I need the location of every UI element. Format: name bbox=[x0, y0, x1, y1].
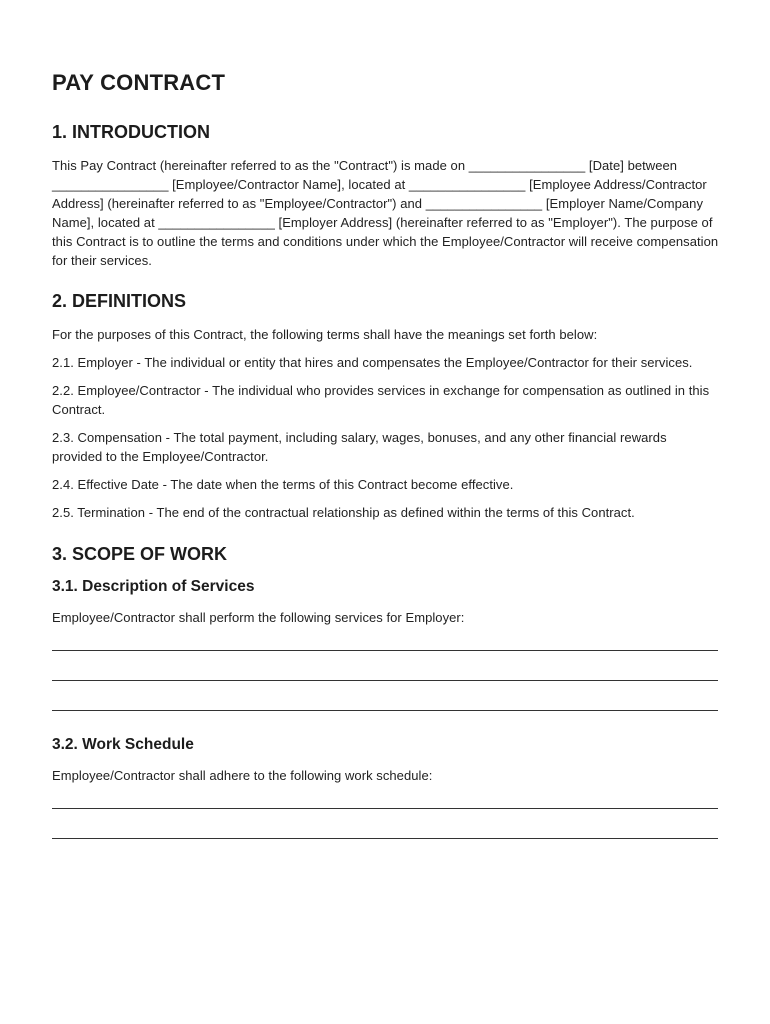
scope-heading: 3. SCOPE OF WORK bbox=[52, 544, 228, 564]
schedule-blank-line[interactable] bbox=[52, 837, 718, 839]
definition-item-termination: 2.5. Termination - The end of the contractual relationship as defined within the terms of this Contract. bbox=[52, 505, 635, 520]
definition-item-compensation: 2.3. Compensation - The total payment, including salary, wages, bonuses, and any other financial rewards provided to the Employee/Contractor. bbox=[52, 430, 667, 464]
services-heading: 3.1. Description of Services bbox=[52, 578, 255, 595]
schedule-text: Employee/Contractor shall adhere to the following work schedule: bbox=[52, 768, 433, 783]
definition-item-effective-date: 2.4. Effective Date - The date when the terms of this Contract become effective. bbox=[52, 477, 514, 492]
introduction-paragraph: This Pay Contract (hereinafter referred to as the "Contract") is made on ________________ [Date] between ________________ [Employee/Contractor Name], located at ________________ [Employee Address/Contractor Address] (hereinafter referred to as "Employee/Contractor") and ________________ [Employer Name/Company Name], located at ________________ [Employer Address] (hereinafter referred to as "Employer"). The purpose of this Contract is to outline the terms and conditions under which the Employee/Contractor will receive compensation for their services. bbox=[52, 158, 719, 268]
document-page bbox=[52, 70, 720, 867]
section-introduction bbox=[52, 122, 720, 270]
section-definitions bbox=[52, 291, 720, 522]
services-text: Employee/Contractor shall perform the following services for Employer: bbox=[52, 610, 465, 625]
definitions-heading: 2. DEFINITIONS bbox=[52, 291, 187, 311]
services-blank-line[interactable] bbox=[52, 649, 718, 651]
subsection-work-schedule bbox=[52, 736, 720, 839]
subsection-description-of-services bbox=[52, 578, 720, 711]
document-title: PAY CONTRACT bbox=[52, 70, 226, 95]
services-blank-line[interactable] bbox=[52, 679, 718, 681]
definition-item-employer: 2.1. Employer - The individual or entity that hires and compensates the Employee/Contractor for their services. bbox=[52, 355, 693, 370]
definition-item-employee-contractor: 2.2. Employee/Contractor - The individual who provides services in exchange for compensation as outlined in this Contract. bbox=[52, 383, 710, 417]
definitions-intro: For the purposes of this Contract, the following terms shall have the meanings set forth below: bbox=[52, 327, 598, 342]
services-blank-line[interactable] bbox=[52, 709, 718, 711]
schedule-heading: 3.2. Work Schedule bbox=[52, 736, 194, 753]
schedule-blank-line[interactable] bbox=[52, 807, 718, 809]
section-scope-of-work bbox=[52, 544, 720, 839]
introduction-heading: 1. INTRODUCTION bbox=[52, 122, 211, 142]
